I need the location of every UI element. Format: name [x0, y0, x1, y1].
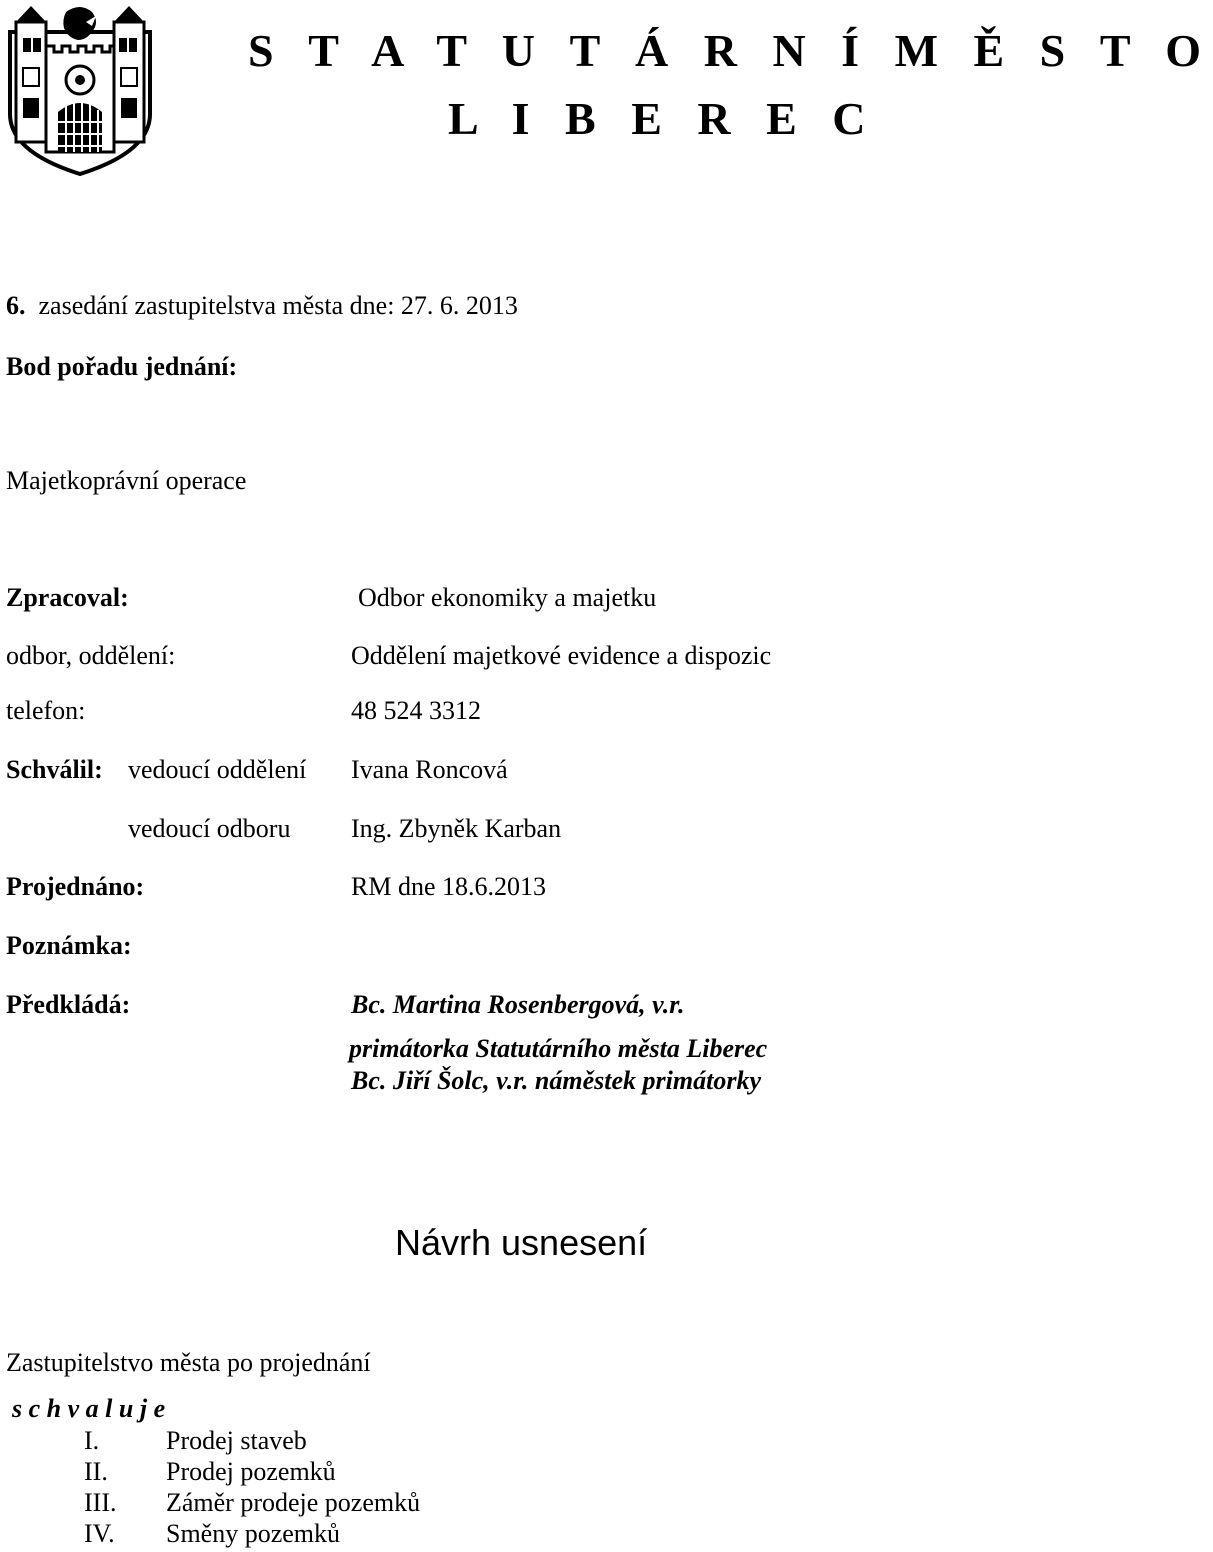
meeting-text: zasedání zastupitelstva města dne: 27. 6. 2013: [38, 291, 518, 320]
presenter1-role: primátorka Statutárního města Liberec: [349, 1034, 768, 1063]
city-title-line2: L I B E R E C: [448, 93, 878, 144]
approver1-name: Ivana Roncová: [351, 755, 508, 784]
list-item-text: Prodej staveb: [166, 1426, 307, 1455]
approver1-role: vedoucí oddělení: [128, 755, 307, 784]
list-item-text: Směny pozemků: [166, 1519, 341, 1548]
presenter1: Bc. Martina Rosenbergová, v.r.: [351, 990, 685, 1019]
proposal-intro: Zastupitelstvo města po projednání: [6, 1348, 371, 1377]
prepared-value: Odbor ekonomiky a majetku: [358, 583, 657, 612]
meeting-line: [6, 293, 518, 319]
dept-label: odbor, oddělení:: [6, 641, 176, 670]
coat-of-arms-icon: [6, 2, 154, 178]
list-item-num: IV.: [84, 1519, 115, 1548]
list-item-num: II.: [84, 1457, 108, 1486]
dept-value: Oddělení majetkové evidence a dispozic: [351, 641, 772, 670]
discussed-label: Projednáno:: [6, 872, 145, 901]
approved-label: Schválil:: [6, 755, 103, 784]
presenter2: Bc. Jiří Šolc, v.r. náměstek primátorky: [351, 1066, 761, 1095]
phone-label: telefon:: [6, 696, 86, 725]
list-item-num: III.: [84, 1488, 117, 1517]
approver2-role: vedoucí odboru: [128, 814, 291, 843]
list-item-text: Záměr prodeje pozemků: [166, 1488, 421, 1517]
prepared-label: Zpracoval:: [6, 583, 129, 612]
list-item-text: Prodej pozemků: [166, 1457, 336, 1486]
agenda-label: Bod pořadu jednání:: [6, 352, 238, 381]
meeting-number: 6.: [6, 291, 26, 320]
proposal-verb: s c h v a l u j e: [12, 1394, 166, 1423]
discussed-value: RM dne 18.6.2013: [351, 872, 546, 901]
list-item-num: I.: [84, 1426, 100, 1455]
approver2-name: Ing. Zbyněk Karban: [351, 814, 562, 843]
presents-label: Předkládá:: [6, 990, 131, 1019]
phone-value: 48 524 3312: [351, 696, 481, 725]
city-title-line1: S T A T U T Á R N Í M Ě S T O: [248, 25, 1213, 76]
note-label: Poznámka:: [6, 931, 132, 960]
agenda-topic: Majetkoprávní operace: [6, 466, 247, 495]
proposal-heading: Návrh usnesení: [395, 1222, 648, 1263]
